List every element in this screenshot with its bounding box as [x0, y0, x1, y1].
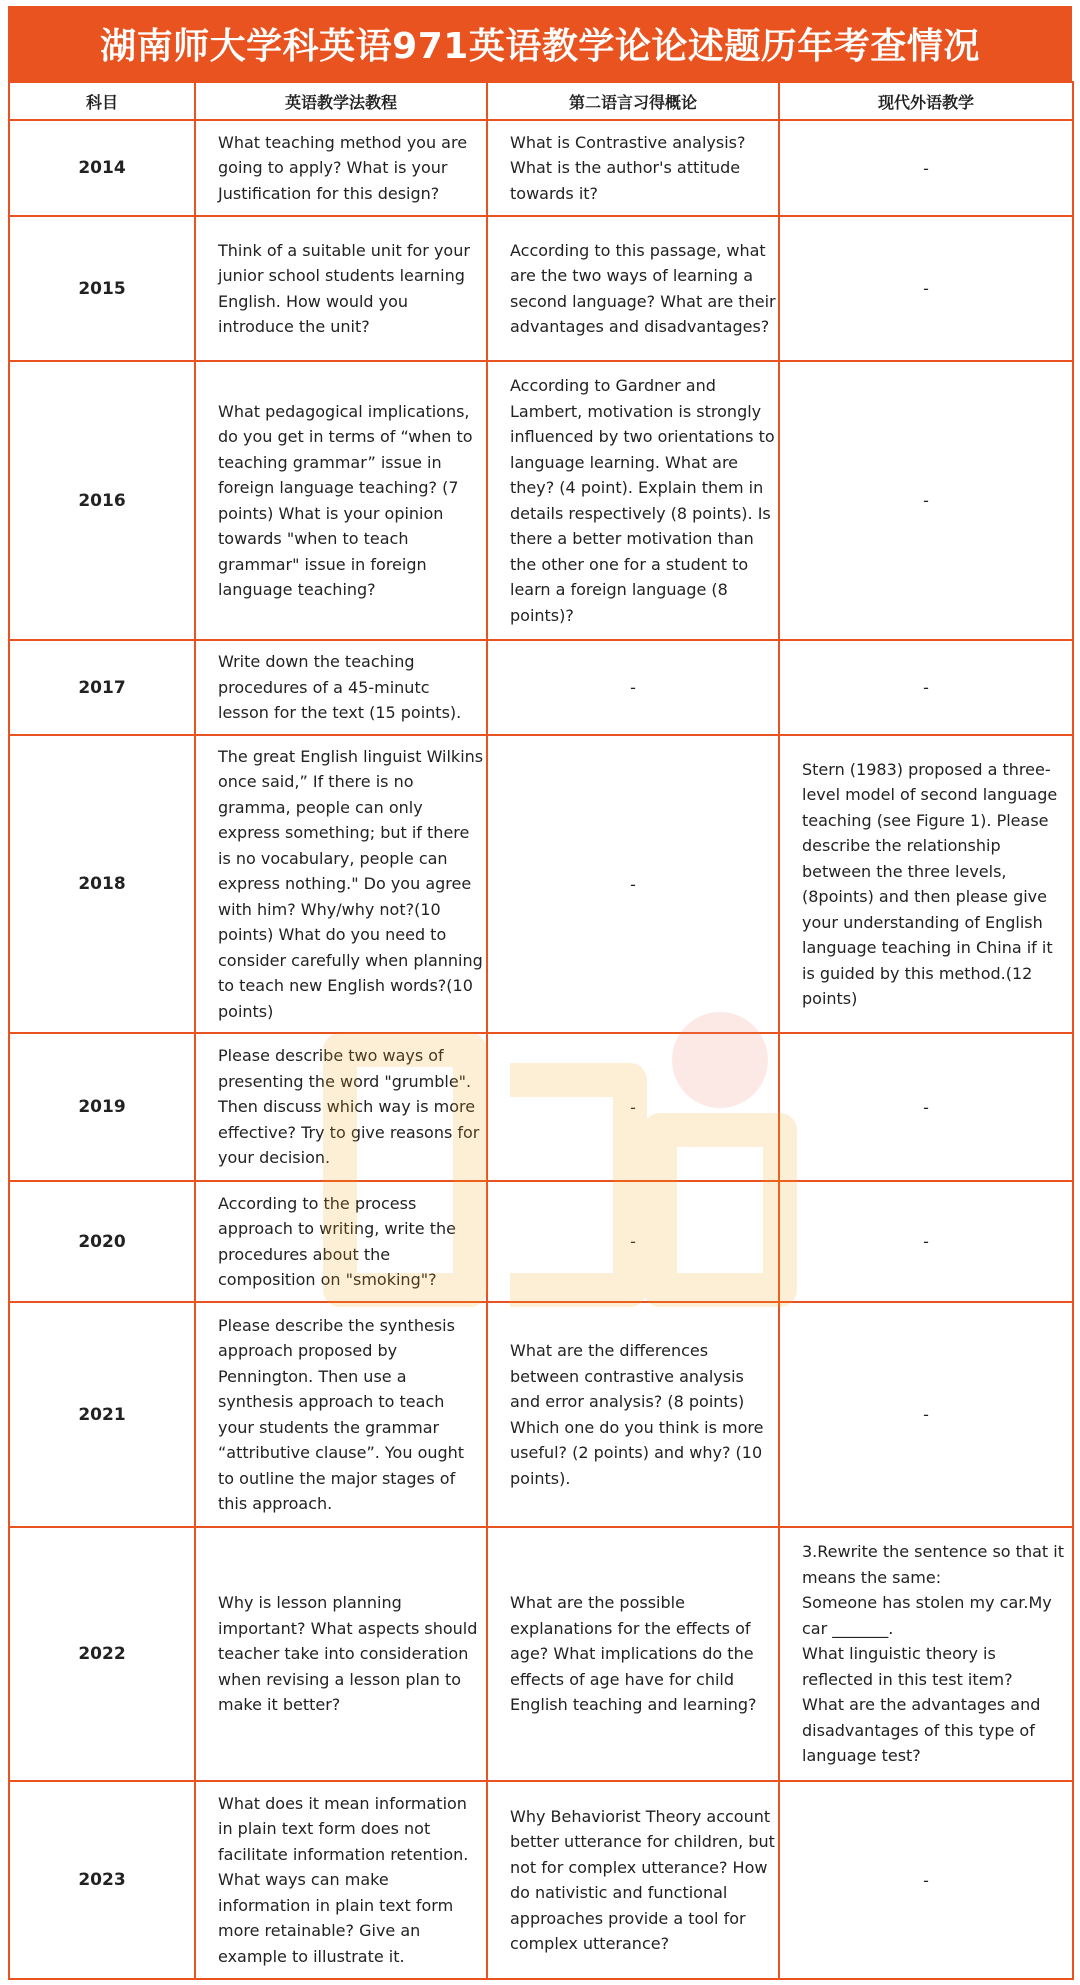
year-cell: 2018 — [9, 735, 195, 1033]
table-row — [9, 1527, 1073, 1781]
empty-cell: - — [779, 1033, 1073, 1181]
table-row — [9, 216, 1073, 361]
question-cell: What are the possible explanations for the effects of age? What implications do the effects of age have for child English teaching and learning? — [487, 1527, 779, 1781]
year-cell: 2016 — [9, 361, 195, 640]
question-cell: Write down the teaching procedures of a 45-minutc lesson for the text (15 points). — [195, 640, 487, 735]
question-cell: Stern (1983) proposed a three-level model of second language teaching (see Figure 1). Please describe the relationship between the three levels,(8points) and then please give your understanding of English language teaching in China if it is guided by this method.(12 points) — [779, 735, 1073, 1033]
question-cell: What does it mean information in plain text form does not facilitate information retention. What ways can make information in plain text form more retainable? Give an example to illustrate it. — [195, 1781, 487, 1979]
year-cell: 2014 — [9, 120, 195, 216]
empty-cell: - — [779, 1302, 1073, 1527]
empty-cell: - — [487, 1033, 779, 1181]
question-cell: According to this passage, what are the two ways of learning a second language? What are their advantages and disadvantages? — [487, 216, 779, 361]
empty-cell: - — [779, 1781, 1073, 1979]
year-cell: 2019 — [9, 1033, 195, 1181]
question-cell: According to the process approach to writing, write the procedures about the composition on "smoking"? — [195, 1181, 487, 1302]
empty-cell: - — [487, 1181, 779, 1302]
page-title: 湖南师大学科英语971英语教学论论述题历年考查情况 — [8, 6, 1072, 81]
header-subject: 科目 — [9, 82, 195, 120]
question-cell: The great English linguist Wilkins once said,” If there is no gramma, people can only express something; but if there is no vocabulary, people can express nothing." Do you agree with him? Why/why not?(10 points) What do you need to consider carefully when planning to teach new English words?(10 points) — [195, 735, 487, 1033]
table-row — [9, 1781, 1073, 1979]
question-cell: What pedagogical implications, do you get in terms of “when to teaching grammar” issue in foreign language teaching? (7 points) What is your opinion towards "when to teach grammar" issue in foreign language teaching? — [195, 361, 487, 640]
question-cell: What is Contrastive analysis? What is the author's attitude towards it? — [487, 120, 779, 216]
empty-cell: - — [779, 640, 1073, 735]
table-row — [9, 1033, 1073, 1181]
question-cell: 3.Rewrite the sentence so that it means the same: Someone has stolen my car.My car _______. What linguistic theory is reflected in this test item? What are the advantages and disadvantages of this type of language test? — [779, 1527, 1073, 1781]
exam-table — [8, 81, 1074, 1980]
table-row — [9, 640, 1073, 735]
year-cell: 2021 — [9, 1302, 195, 1527]
table-row — [9, 120, 1073, 216]
header-modern-fl-teaching: 现代外语教学 — [779, 82, 1073, 120]
question-cell: Please describe the synthesis approach proposed by Pennington. Then use a synthesis approach to teach your students the grammar “attributive clause”. You ought to outline the major stages of this approach. — [195, 1302, 487, 1527]
empty-cell: - — [487, 640, 779, 735]
table-row — [9, 735, 1073, 1033]
year-cell: 2015 — [9, 216, 195, 361]
empty-cell: - — [779, 120, 1073, 216]
question-cell: Please describe two ways of presenting the word "grumble". Then discuss which way is more effective? Try to give reasons for your decision. — [195, 1033, 487, 1181]
table-row — [9, 361, 1073, 640]
question-cell: Why is lesson planning important? What aspects should teacher take into consideration when revising a lesson plan to make it better? — [195, 1527, 487, 1781]
question-cell: What teaching method you are going to apply? What is your Justification for this design? — [195, 120, 487, 216]
empty-cell: - — [779, 1181, 1073, 1302]
year-cell: 2022 — [9, 1527, 195, 1781]
question-cell: According to Gardner and Lambert, motivation is strongly influenced by two orientations to language learning. What are they? (4 point). Explain them in details respectively (8 points). Is there a better motivation than the other one for a student to learn a foreign language (8 points)? — [487, 361, 779, 640]
header-english-teaching-course: 英语教学法教程 — [195, 82, 487, 120]
empty-cell: - — [779, 216, 1073, 361]
header-sla-intro: 第二语言习得概论 — [487, 82, 779, 120]
empty-cell: - — [487, 735, 779, 1033]
question-cell: Why Behaviorist Theory account better utterance for children, but not for complex utterance? How do nativistic and functional approaches provide a tool for complex utterance? — [487, 1781, 779, 1979]
year-cell: 2020 — [9, 1181, 195, 1302]
year-cell: 2023 — [9, 1781, 195, 1979]
table-row — [9, 1181, 1073, 1302]
document-sheet — [8, 6, 1072, 1980]
table-header-row — [9, 82, 1073, 120]
table-row — [9, 1302, 1073, 1527]
question-cell: Think of a suitable unit for your junior school students learning English. How would you introduce the unit? — [195, 216, 487, 361]
year-cell: 2017 — [9, 640, 195, 735]
question-cell: What are the differences between contrastive analysis and error analysis? (8 points) Which one do you think is more useful? (2 points) and why? (10 points). — [487, 1302, 779, 1527]
empty-cell: - — [779, 361, 1073, 640]
